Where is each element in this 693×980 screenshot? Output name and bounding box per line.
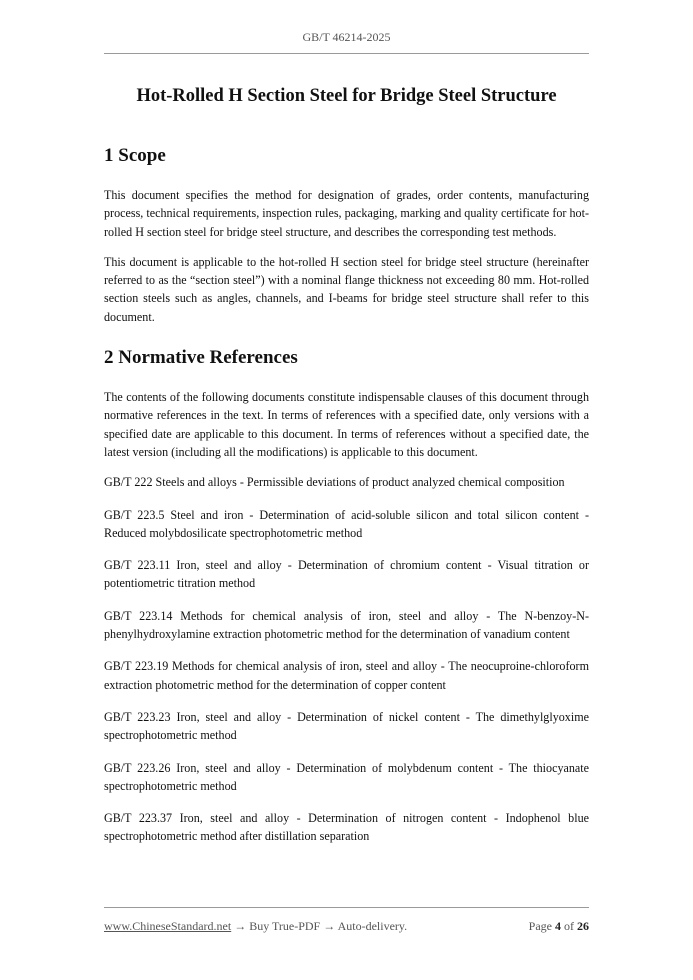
document-title: Hot-Rolled H Section Steel for Bridge Steel Structure	[136, 86, 557, 106]
paragraph: This document specifies the method for designation of grades, order contents, manufacturing process, technical requirements, inspection rules, packaging, marking and quality certificate for hot-rolled H section steel for bridge steel structure, and describes the corresponding test methods.	[104, 188, 589, 239]
page-current: 4	[555, 919, 561, 933]
buy-true-pdf-text: Buy True-PDF	[249, 919, 321, 933]
reference-item: GB/T 223.11 Iron, steel and alloy - Determination of chromium content - Visual titration or potentiometric titration method	[104, 558, 589, 591]
arrow-icon: →	[323, 919, 336, 933]
section-heading: 1 Scope	[104, 145, 166, 166]
paragraph: This document is applicable to the hot-rolled H section steel for bridge steel structure (hereinafter referred to as the “section steel”) with a nominal flange thickness not exceeding 80 mm. Hot-rolled section steels such as angles, channels, and I-beams for bridge steel structure shall refer to this document.	[104, 254, 589, 324]
document-body	[104, 84, 589, 860]
standard-code: GB/T 46214-2025	[302, 30, 391, 44]
reference-item: GB/T 223.23 Iron, steel and alloy - Determination of nickel content - The dimethylglyoxime spectrophotometric method	[104, 709, 589, 743]
reference-list	[104, 473, 589, 845]
footer-promo	[104, 919, 407, 934]
paragraph: The contents of the following documents constitute indispensable clauses of this document through normative references in the text. In terms of references with a specified date, only versions with a specified date are applicable to this document. In terms of references without a specified date, the latest version (including all the modifications) is applicable to this document.	[104, 390, 589, 459]
page-header	[0, 30, 693, 45]
footer-divider	[104, 907, 589, 908]
reference-item: GB/T 222 Steels and alloys - Permissible deviations of product analyzed chemical composition	[104, 475, 565, 490]
reference-item: GB/T 223.14 Methods for chemical analysis of iron, steel and alloy - The N-benzoy-N-phenylhydroxylamine extraction photometric method for the determination of vanadium content	[104, 608, 589, 642]
reference-item: GB/T 223.5 Steel and iron - Determination of acid-soluble silicon and total silicon content - Reduced molybdosilicate spectrophotometric method	[104, 507, 589, 540]
page-label: Page	[528, 919, 552, 933]
site-link[interactable]: www.ChineseStandard.net	[104, 919, 232, 933]
header-divider	[104, 53, 589, 54]
page-number	[529, 919, 589, 934]
reference-item: GB/T 223.26 Iron, steel and alloy - Determination of molybdenum content - The thiocyanate spectrophotometric method	[104, 760, 589, 793]
section-scope	[104, 144, 589, 326]
section-heading: 2 Normative References	[104, 347, 298, 369]
of-label: of	[564, 919, 574, 933]
page-total: 26	[577, 919, 589, 933]
arrow-icon: →	[234, 919, 247, 933]
reference-item: GB/T 223.37 Iron, steel and alloy - Determination of nitrogen content - Indophenol blue spectrophotometric method after distillation separation	[104, 811, 589, 844]
section-normative-references	[104, 346, 589, 846]
auto-delivery-text: Auto-delivery.	[337, 919, 408, 933]
reference-item: GB/T 223.19 Methods for chemical analysis of iron, steel and alloy - The neocuproine-chloroform extraction photometric method for the determination of copper content	[104, 659, 589, 692]
